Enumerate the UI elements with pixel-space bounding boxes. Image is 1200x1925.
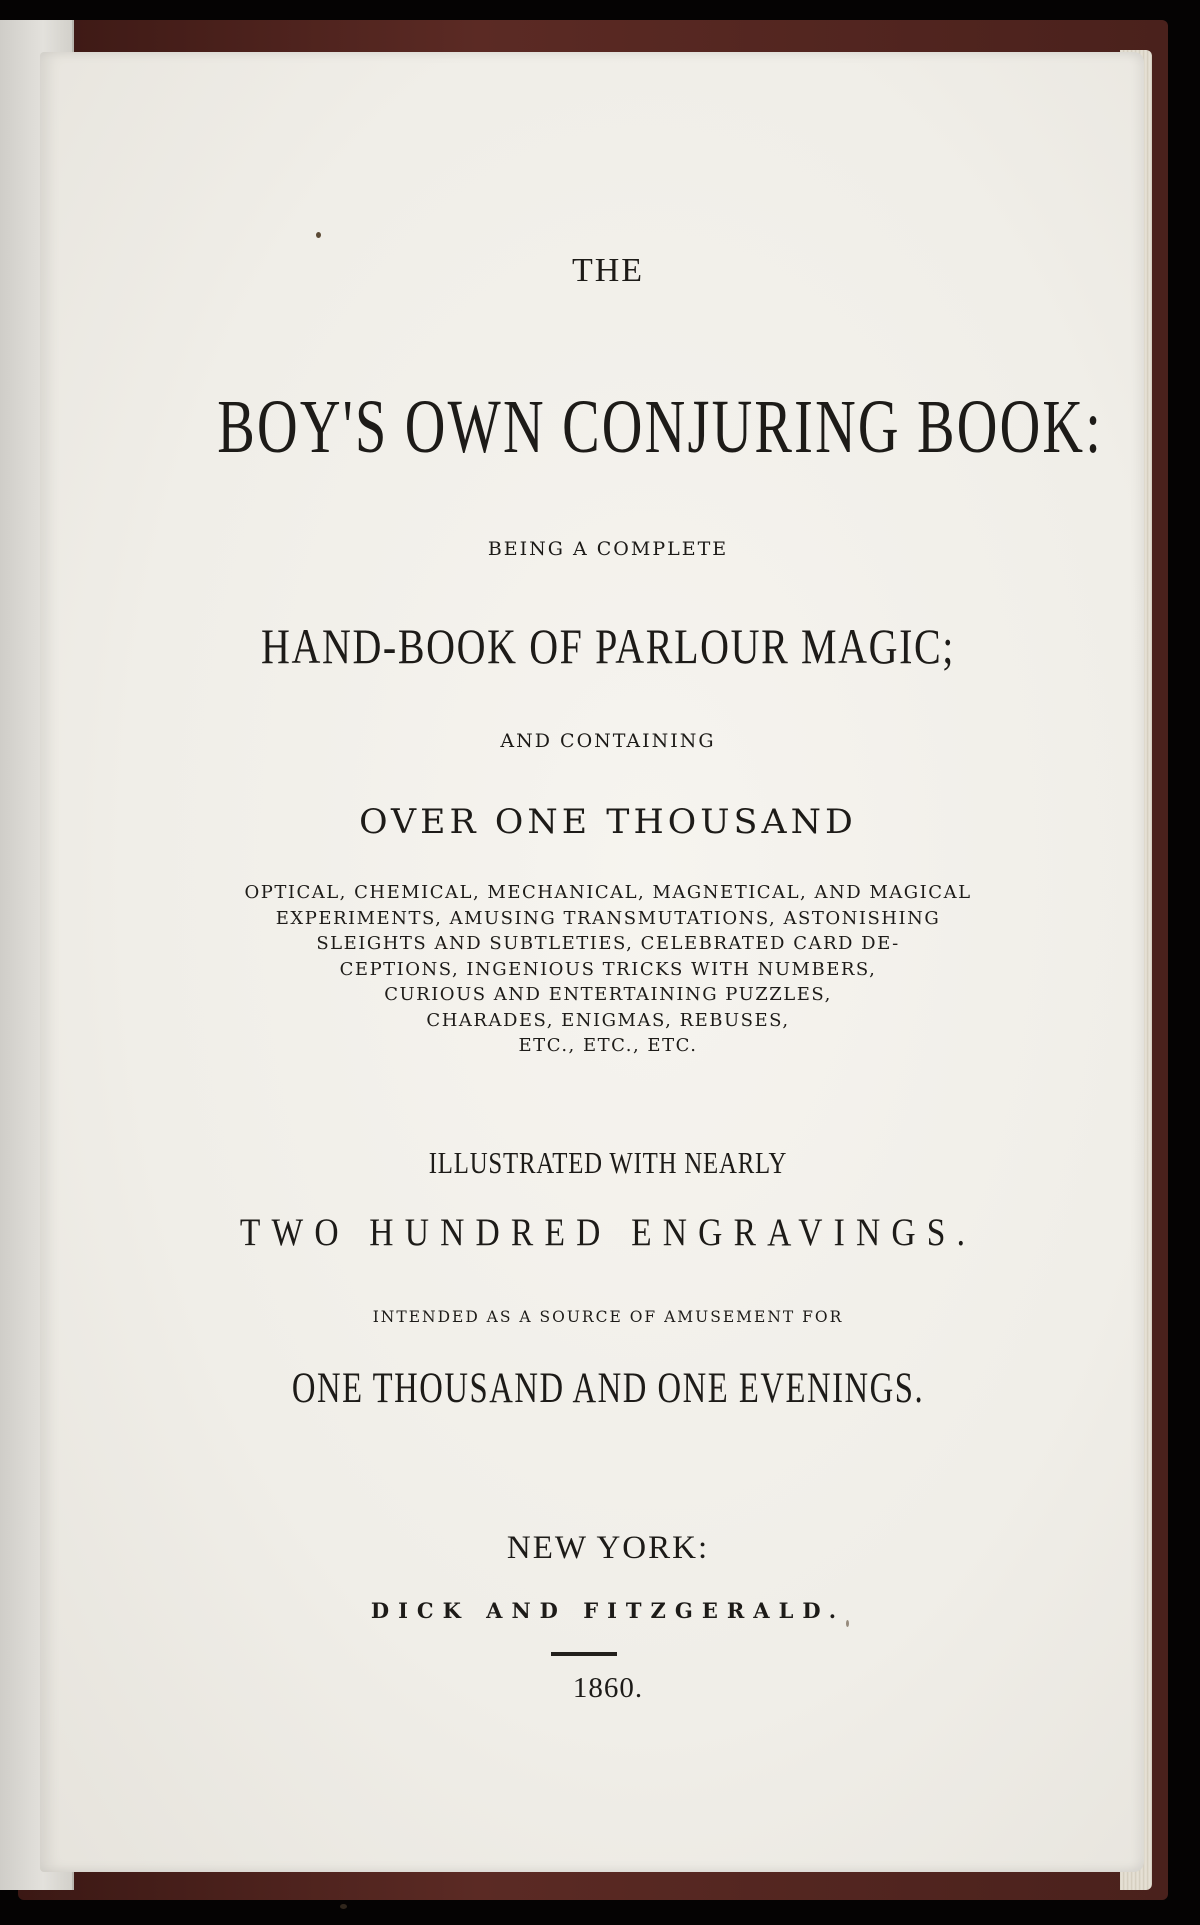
description-line: CURIOUS AND ENTERTAINING PUZZLES, (384, 984, 832, 1005)
experiments-description (80, 880, 1136, 1059)
description-line: ETC., ETC., ETC. (518, 1035, 698, 1056)
description-line: CHARADES, ENIGMAS, REBUSES, (426, 1009, 790, 1031)
paper-speck (340, 1904, 347, 1909)
illustrated-line: ILLUSTRATED WITH NEARLY (428, 1145, 788, 1180)
publisher-name: DICK AND FITZGERALD. (370, 1598, 846, 1623)
description-line: OPTICAL, CHEMICAL, MECHANICAL, MAGNETICAL, AND MAGICAL (244, 882, 972, 903)
divider-rule (551, 1652, 617, 1656)
paper-speck (316, 232, 321, 238)
over-one-thousand-line: OVER ONE THOUSAND (359, 802, 857, 842)
and-containing-line: AND CONTAINING (500, 730, 716, 752)
description-line: CEPTIONS, INGENIOUS TRICKS WITH NUMBERS, (339, 958, 877, 980)
description-line: EXPERIMENTS, AMUSING TRANSMUTATIONS, ASTONISHING (275, 907, 941, 929)
publication-year: 1860. (572, 1672, 644, 1704)
engravings-line: TWO HUNDRED ENGRAVINGS. (239, 1211, 977, 1254)
publication-place: NEW YORK: (506, 1530, 710, 1566)
title-page (40, 52, 1144, 1872)
description-line: SLEIGHTS AND SUBTLETIES, CELEBRATED CARD DE- (316, 933, 900, 954)
being-line: BEING A COMPLETE (487, 538, 729, 560)
evenings-line: ONE THOUSAND AND ONE EVENINGS. (291, 1365, 925, 1412)
book-title: BOY'S OWN CONJURING BOOK: (217, 385, 1104, 469)
title-article: THE (571, 252, 645, 289)
book-subtitle: HAND-BOOK OF PARLOUR MAGIC; (260, 618, 956, 674)
intended-line: INTENDED AS A SOURCE OF AMUSEMENT FOR (372, 1308, 844, 1326)
